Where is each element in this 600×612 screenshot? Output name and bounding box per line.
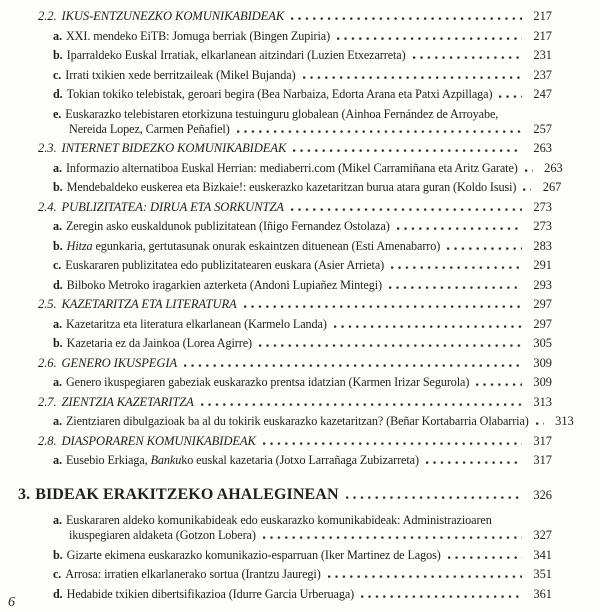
entry-letter: c. xyxy=(53,567,62,581)
toc-row-entry xyxy=(0,375,552,389)
toc-row-section xyxy=(0,356,552,370)
toc-row-entry xyxy=(0,317,552,331)
toc-row-entry xyxy=(0,453,552,467)
toc-row-title: PUBLIZITATEA: DIRUA ETA SORKUNTZA xyxy=(61,199,284,214)
entry-letter: c. xyxy=(53,67,62,82)
toc-row-title: Gizarte ekimena euskarazko komunikazio-esparruan (Iker Martinez de Lagos) xyxy=(66,547,441,562)
page-number: 273 xyxy=(533,219,552,233)
dot-leader xyxy=(448,555,522,559)
toc-row-title: Hedabide txikien dibertsifikazioa (Idurre Garcia Urberuaga) xyxy=(66,586,355,601)
entry-letter: b. xyxy=(53,238,63,253)
dot-leader xyxy=(525,168,533,172)
toc-row-entry xyxy=(0,68,552,82)
page-number: 361 xyxy=(533,586,552,601)
page-number: 313 xyxy=(555,414,574,428)
dot-leader xyxy=(346,495,522,499)
dot-leader xyxy=(413,55,522,59)
toc-row-title: Euskarazko telebistaren etorkizuna testuinguru globalean (Ainhoa Fernández de Arroyabe, xyxy=(65,106,499,121)
page-number: 305 xyxy=(533,336,552,350)
dot-leader xyxy=(237,129,522,133)
dot-leader xyxy=(291,16,522,20)
section-number: 2.8. xyxy=(38,433,57,448)
toc-row-title: Bilboko Metroko iragarkien azterketa (Andoni Lupiañez Mintegi) xyxy=(66,277,382,292)
dot-leader xyxy=(476,382,522,386)
dot-leader xyxy=(447,246,522,250)
section-number: 2.3. xyxy=(38,141,57,155)
toc-row-title: Informazio alternatiboa Euskal Herrian: mediaberri.com (Mikel Carramiñana eta Aritz Garate) xyxy=(65,160,518,175)
toc-row-entry xyxy=(0,107,552,121)
entry-letter: a. xyxy=(53,453,62,467)
page-number: 297 xyxy=(533,316,552,331)
toc-list xyxy=(0,9,574,601)
toc-row-title: DIASPORAREN KOMUNIKABIDEAK xyxy=(61,433,256,448)
page-number: 317 xyxy=(533,433,552,448)
toc-row-entry xyxy=(0,219,552,233)
toc-row-title: ZIENTZIA KAZETARITZA xyxy=(61,394,194,409)
toc-row-section xyxy=(0,395,552,409)
page-number: 257 xyxy=(533,121,552,136)
page-number: 297 xyxy=(533,297,552,311)
toc-row-title: XXI. mendeko EiTB: Jomuga berriak (Bingen Zupiria) xyxy=(65,28,331,43)
dot-leader xyxy=(426,460,522,464)
entry-letter: d. xyxy=(53,277,63,292)
dot-leader xyxy=(259,343,522,347)
entry-letter: a. xyxy=(53,160,62,175)
dot-leader xyxy=(361,594,522,598)
toc-row-section xyxy=(0,200,552,214)
section-number: 2.2. xyxy=(38,9,57,23)
toc-row-entry xyxy=(0,567,552,581)
chapter-number: 3. xyxy=(18,486,31,503)
toc-row-cont xyxy=(0,528,552,542)
toc-row-entry xyxy=(0,258,552,272)
dot-leader xyxy=(334,324,522,328)
page-number: 327 xyxy=(533,528,552,542)
toc-row-title: Kazetaria ez da Jainkoa (Lorea Agirre) xyxy=(66,336,252,350)
page-number: 237 xyxy=(533,67,552,82)
page-number: 217 xyxy=(533,9,552,23)
dot-leader xyxy=(499,94,522,98)
toc-row-title: Nereida Lopez, Carmen Peñafiel) xyxy=(69,121,230,136)
dot-leader xyxy=(291,207,522,211)
page-number: 291 xyxy=(533,258,552,272)
entry-letter: b. xyxy=(53,547,63,562)
toc-row-title: Arrosa: irratien elkarlanerako sortua (Irantzu Jauregi) xyxy=(65,567,321,581)
toc-row-title: Mendebaldeko euskerea eta Bizkaie!: euskerazko kazetaritzan burua atara guran (Koldo Isusi) xyxy=(66,180,517,194)
toc-row-entry xyxy=(0,87,552,101)
toc-row-title: Euskararen aldeko komunikabideak edo euskarazko komunikabideak: Administrazioaren xyxy=(65,513,492,527)
toc-row-entry xyxy=(0,513,552,527)
page-number: 317 xyxy=(533,453,552,467)
toc-row-title: Zientziaren dibulgazioak ba al du tokirik euskarazko kazetaritzan? (Beñar Kortabarria Olabarria) xyxy=(65,414,529,428)
dot-leader xyxy=(337,36,522,40)
entry-letter: d. xyxy=(53,87,63,101)
page-number: 293 xyxy=(533,277,552,292)
toc-row-entry xyxy=(0,587,552,601)
toc-row-entry xyxy=(0,180,562,194)
entry-letter: d. xyxy=(53,586,63,601)
section-number: 2.5. xyxy=(38,297,57,311)
entry-letter: e. xyxy=(53,106,62,121)
page-number: 309 xyxy=(533,375,552,389)
toc-row-entry xyxy=(0,278,552,292)
toc-row-title: Kazetaritza eta literatura elkarlanean (Karmelo Landa) xyxy=(65,316,327,331)
toc-row-section xyxy=(0,9,552,23)
dot-leader xyxy=(389,285,522,289)
dot-leader xyxy=(391,265,522,269)
page-number: 341 xyxy=(533,547,552,562)
page-number: 326 xyxy=(533,488,552,502)
entry-letter: a. xyxy=(53,316,62,331)
page-number: 313 xyxy=(533,394,552,409)
dot-leader xyxy=(536,421,544,425)
toc-row-section xyxy=(0,141,552,155)
entry-letter: c. xyxy=(53,258,62,272)
dot-leader xyxy=(201,402,522,406)
toc-row-section xyxy=(0,297,552,311)
toc-row-title: Hitza egunkaria, gertutasunak onurak eskaintzen dituenean (Esti Amenabarro) xyxy=(66,238,441,253)
toc-row-title: Irrati txikien xede berritzaileak (Mikel Bujanda) xyxy=(65,67,296,82)
toc-row-entry xyxy=(0,160,563,175)
page-number: 351 xyxy=(533,567,552,581)
toc-row-title: GENERO IKUSPEGIA xyxy=(61,355,178,370)
section-number: 2.4. xyxy=(38,199,57,214)
toc-row-title: IKUS-ENTZUNEZKO KOMUNIKABIDEAK xyxy=(61,9,285,23)
toc-row-entry xyxy=(0,239,552,253)
section-number: 2.6. xyxy=(38,355,57,370)
entry-letter: a. xyxy=(53,219,62,233)
section-number: 2.7. xyxy=(38,394,57,409)
page-number: 231 xyxy=(533,48,552,62)
toc-row-cont xyxy=(0,122,552,136)
page-number: 309 xyxy=(533,355,552,370)
toc-row-entry xyxy=(0,48,552,62)
entry-letter: b. xyxy=(53,180,63,194)
dot-leader xyxy=(303,75,522,79)
toc-row-entry xyxy=(0,414,574,428)
dot-leader xyxy=(293,148,522,152)
page-number: 217 xyxy=(533,28,552,43)
page-number: 283 xyxy=(533,238,552,253)
entry-letter: a. xyxy=(53,513,62,527)
toc-row-title: Eusebio Erkiaga, Bankuko euskal kazetaria (Jotxo Larrañaga Zubizarreta) xyxy=(65,453,419,467)
toc-row-title: KAZETARITZA ETA LITERATURA xyxy=(61,297,237,311)
entry-letter: a. xyxy=(53,375,62,389)
page-number: 267 xyxy=(542,180,562,194)
toc-row-title: Iparraldeko Euskal Irratiak, elkarlanean aitzindari (Luzien Etxezarreta) xyxy=(66,48,406,62)
dot-leader xyxy=(328,574,522,578)
page-number: 247 xyxy=(533,87,552,101)
folio-page-number: 6 xyxy=(8,595,15,610)
page-number: 273 xyxy=(533,199,552,214)
dot-leader xyxy=(397,226,522,230)
toc-row-title: INTERNET BIDEZKO KOMUNIKABIDEAK xyxy=(61,141,287,155)
entry-letter: b. xyxy=(53,336,63,350)
toc-row-title: Tokian tokiko telebistak, geroari begira (Bea Narbaiza, Edorta Arana eta Patxi Azpillaga) xyxy=(66,87,493,101)
toc-row-title: BIDEAK ERAKITZEKO AHALEGINEAN xyxy=(35,486,339,503)
entry-letter: a. xyxy=(53,414,62,428)
entry-letter: b. xyxy=(53,48,63,62)
dot-leader xyxy=(263,441,522,445)
toc-row-entry xyxy=(0,29,552,43)
toc-row-title: ikuspegiaren aldaketa (Gotzon Lobera) xyxy=(69,528,256,542)
dot-leader xyxy=(244,304,522,308)
toc-row-chapter xyxy=(0,486,552,504)
toc-row-title: Zeregin asko euskaldunok publizitatean (Iñigo Fernandez Ostolaza) xyxy=(65,219,390,233)
dot-leader xyxy=(523,187,531,191)
dot-leader xyxy=(263,535,522,539)
page-number: 263 xyxy=(544,160,563,175)
toc-row-title: Genero ikuspegiaren gabeziak euskarazko prentsa idatzian (Karmen Irizar Segurola) xyxy=(65,375,470,389)
page-number: 263 xyxy=(533,141,552,155)
toc-row-section xyxy=(0,434,552,448)
entry-letter: a. xyxy=(53,28,62,43)
toc-row-entry xyxy=(0,336,552,350)
toc-row-title: Euskararen publizitatea edo publizitatearen euskara (Asier Arrieta) xyxy=(65,258,385,272)
toc-row-entry xyxy=(0,548,552,562)
dot-leader xyxy=(184,363,522,367)
